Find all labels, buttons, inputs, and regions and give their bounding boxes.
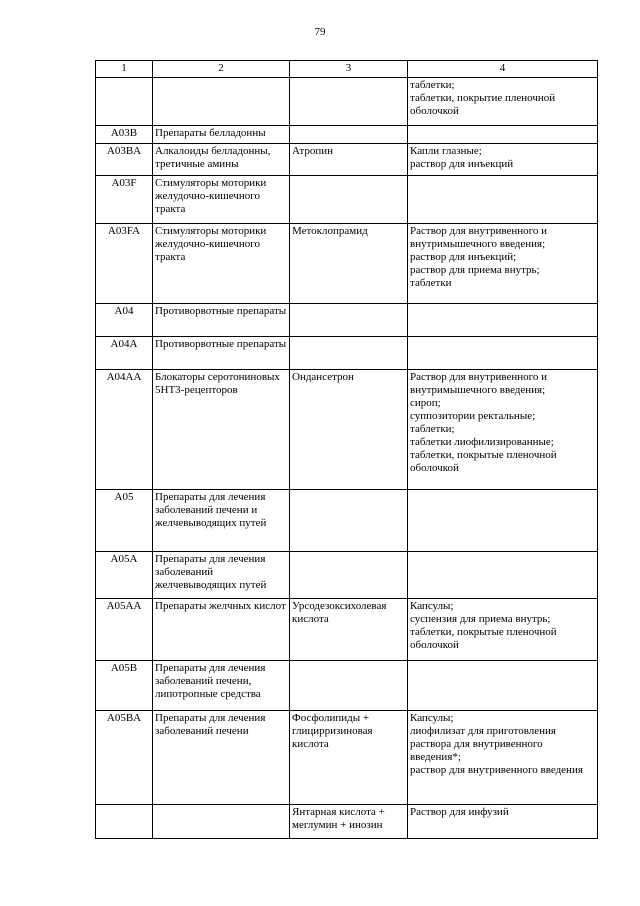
group-name-cell: Противорвотные препараты [153,337,290,370]
group-name-cell: Препараты для лечения заболеваний желчевыводящих путей [153,552,290,599]
atc-code-cell: A05AA [96,599,153,661]
table-row [96,144,598,176]
atc-code-cell: A04 [96,304,153,337]
drug-name-cell [290,337,408,370]
drug-name-cell: Атропин [290,144,408,176]
table-row [96,805,598,839]
drug-name-cell [290,661,408,711]
table-row [96,661,598,711]
dosage-forms-cell: таблетки; таблетки, покрытие пленочной оболочкой [408,78,598,126]
dosage-forms-cell: Капсулы; суспензия для приема внутрь; таблетки, покрытые пленочной оболочкой [408,599,598,661]
atc-code-cell: A03BA [96,144,153,176]
atc-code-cell: A03FA [96,224,153,304]
dosage-forms-cell: Раствор для инфузий [408,805,598,839]
drug-name-cell [290,490,408,552]
table-row [96,78,598,126]
group-name-cell: Противорвотные препараты [153,304,290,337]
page-number: 79 [314,26,326,38]
atc-code-cell: A04AA [96,370,153,490]
table-row [96,552,598,599]
atc-code-cell: A05BA [96,711,153,805]
header-row [96,61,598,78]
dosage-forms-cell [408,304,598,337]
column-header: 2 [153,61,290,78]
drug-name-cell: Метоклопрамид [290,224,408,304]
atc-code-cell: A05B [96,661,153,711]
atc-code-cell: A05A [96,552,153,599]
table-row [96,304,598,337]
group-name-cell [153,78,290,126]
group-name-cell: Препараты белладонны [153,126,290,144]
drug-name-cell: Янтарная кислота + меглумин + инозин [290,805,408,839]
group-name-cell: Препараты для лечения заболеваний печени, липотропные средства [153,661,290,711]
dosage-forms-cell: Раствор для внутривенного и внутримышечного введения; сироп; суппозитории ректальные; таблетки; таблетки лиофилизированные; таблетки, покрытые пленочной оболочкой [408,370,598,490]
drug-name-cell: Фосфолипиды + глицирризиновая кислота [290,711,408,805]
atc-code-cell [96,805,153,839]
column-header: 3 [290,61,408,78]
drug-name-cell: Ондансетрон [290,370,408,490]
group-name-cell: Препараты желчных кислот [153,599,290,661]
group-name-cell [153,805,290,839]
drug-classification-table [95,60,598,839]
atc-code-cell: A03B [96,126,153,144]
dosage-forms-cell [408,552,598,599]
table-row [96,711,598,805]
table-row [96,224,598,304]
drug-name-cell [290,78,408,126]
drug-name-cell [290,176,408,224]
table-row [96,370,598,490]
dosage-forms-cell [408,661,598,711]
table-row [96,176,598,224]
dosage-forms-cell: Капсулы; лиофилизат для приготовления раствора для внутривенного введения*; раствор для внутривенного введения [408,711,598,805]
dosage-forms-cell [408,337,598,370]
drug-name-cell [290,126,408,144]
group-name-cell: Алкалоиды белладонны, третичные амины [153,144,290,176]
dosage-forms-cell [408,490,598,552]
column-header: 4 [408,61,598,78]
atc-code-cell: A05 [96,490,153,552]
dosage-forms-cell: Капли глазные; раствор для инъекций [408,144,598,176]
group-name-cell: Препараты для лечения заболеваний печени и желчевыводящих путей [153,490,290,552]
column-header: 1 [96,61,153,78]
dosage-forms-cell [408,126,598,144]
group-name-cell: Блокаторы серотониновых 5HT3-рецепторов [153,370,290,490]
dosage-forms-cell [408,176,598,224]
dosage-forms-cell: Раствор для внутривенного и внутримышечного введения; раствор для инъекций; раствор для приема внутрь; таблетки [408,224,598,304]
atc-code-cell [96,78,153,126]
group-name-cell: Стимуляторы моторики желудочно-кишечного тракта [153,176,290,224]
drug-name-cell [290,304,408,337]
table-row [96,126,598,144]
atc-code-cell: A04A [96,337,153,370]
group-name-cell: Стимуляторы моторики желудочно-кишечного тракта [153,224,290,304]
group-name-cell: Препараты для лечения заболеваний печени [153,711,290,805]
drug-name-cell [290,552,408,599]
table-row [96,337,598,370]
drug-name-cell: Урсодезоксихолевая кислота [290,599,408,661]
atc-code-cell: A03F [96,176,153,224]
table-row [96,599,598,661]
table-row [96,490,598,552]
